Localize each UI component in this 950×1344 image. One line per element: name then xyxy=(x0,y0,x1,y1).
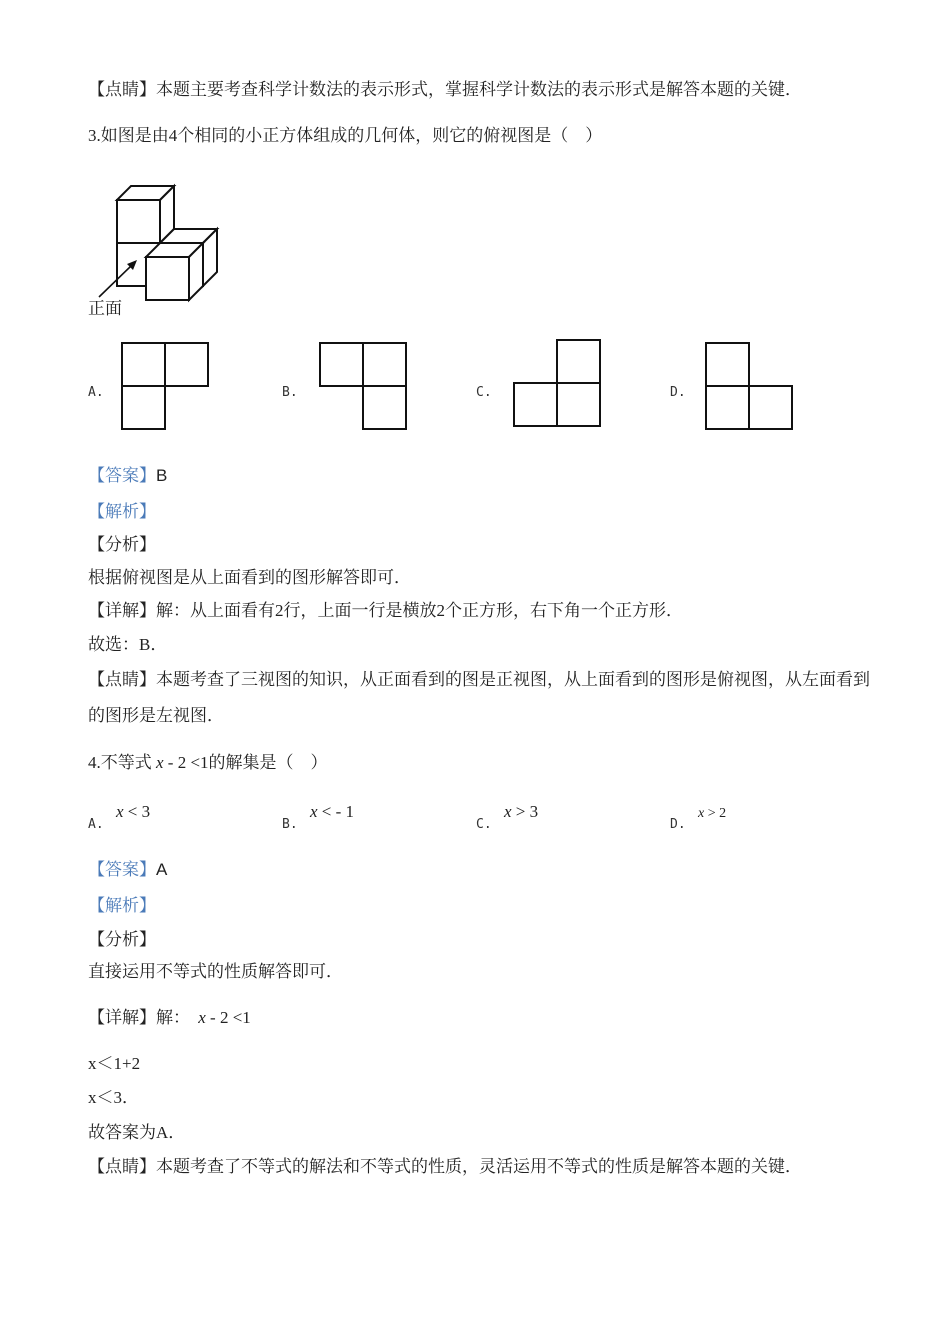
square xyxy=(749,386,792,429)
q4-option-c-expr xyxy=(504,802,538,822)
square xyxy=(706,343,749,386)
q4-option-a-expr xyxy=(116,802,150,822)
xiangjie-expression xyxy=(198,1008,251,1027)
q3-option-d-figure xyxy=(702,338,798,434)
expr-var: x xyxy=(698,806,705,821)
q3-option-b-figure xyxy=(316,338,412,434)
expr-var: x xyxy=(116,802,124,821)
cube-back-left-top-front xyxy=(117,200,160,243)
q4-xiangjie xyxy=(88,1008,251,1028)
note-text: 本题考查了三视图的知识，从正面看到的图是正视图，从上面看到的图形是俯视图，从左面看到 xyxy=(156,670,870,689)
q3-option-a-figure xyxy=(118,338,214,434)
expr-rel: < - 1 xyxy=(317,802,355,821)
q3-option-c-label: C. xyxy=(476,385,492,400)
square xyxy=(165,343,208,386)
note-label: 【点睛】 xyxy=(88,670,156,689)
square xyxy=(557,383,600,426)
note-label: 【点睛】 xyxy=(88,1157,156,1176)
q3-note-line2: 的图形是左视图． xyxy=(88,706,224,725)
q3-conclusion: 故选：B． xyxy=(88,635,168,654)
q4-stem xyxy=(88,753,328,773)
square xyxy=(514,383,557,426)
square xyxy=(557,340,600,383)
note-text: 本题考查了不等式的解法和不等式的性质，灵活运用不等式的性质是解答本题的关键． xyxy=(156,1157,802,1176)
note-text: 本题主要考查科学计数法的表示形式，掌握科学计数法的表示形式是解答本题的关键． xyxy=(156,80,802,99)
q3-option-a-label: A. xyxy=(88,385,104,400)
q4-fenxi-label: 【分析】 xyxy=(88,930,156,949)
expr-var: x xyxy=(504,802,512,821)
square xyxy=(706,386,749,429)
expr-var: x xyxy=(156,753,164,772)
q3-option-b-label: B. xyxy=(282,385,298,400)
q4-fenxi-text: 直接运用不等式的性质解答即可． xyxy=(88,962,343,981)
xiangjie-label: 【详解】 xyxy=(88,601,156,620)
expr-rel: > 3 xyxy=(511,802,539,821)
q3-fenxi-text: 根据俯视图是从上面看到的图形解答即可． xyxy=(88,568,411,587)
expr-var: x xyxy=(310,802,318,821)
q4-option-b-expr xyxy=(310,802,354,822)
q3-jiexi-label: 【解析】 xyxy=(88,502,156,521)
q3-xiangjie xyxy=(88,601,683,621)
q4-option-c-label: C. xyxy=(476,817,492,832)
q3-note-line1 xyxy=(88,670,870,690)
q4-step-2: x＜3． xyxy=(88,1088,139,1107)
q2-note xyxy=(88,80,802,100)
q4-answer xyxy=(88,860,167,880)
stem-prefix: 4.不等式 xyxy=(88,753,152,772)
square xyxy=(320,343,363,386)
q3-option-d-label: D. xyxy=(670,385,686,400)
q3-stem: 3.如图是由4个相同的小正方体组成的几何体，则它的俯视图是（ ） xyxy=(88,126,603,145)
note-label: 【点睛】 xyxy=(88,80,156,99)
square xyxy=(363,386,406,429)
square xyxy=(122,386,165,429)
answer-value: A xyxy=(156,860,168,879)
cube-figure xyxy=(80,175,230,310)
xiangjie-text: 解：从上面看有2行，上面一行是横放2个正方形，右下角一个正方形． xyxy=(156,601,683,620)
answer-value: B xyxy=(156,466,168,485)
q3-option-c-figure xyxy=(510,335,606,431)
cube-front-right-front xyxy=(146,257,189,300)
expr-rel: - 2 <1 xyxy=(205,1008,251,1027)
q4-jiexi-label: 【解析】 xyxy=(88,896,156,915)
square xyxy=(363,343,406,386)
q4-option-a-label: A. xyxy=(88,817,104,832)
q4-option-d-label: D. xyxy=(670,817,686,832)
front-label: 正面 xyxy=(88,299,122,318)
expr-rel: - 2 <1 xyxy=(163,753,209,772)
square xyxy=(122,343,165,386)
q4-option-b-label: B. xyxy=(282,817,298,832)
q3-answer xyxy=(88,466,167,486)
answer-label: 【答案】 xyxy=(88,466,156,485)
stem-suffix: 的解集是（ ） xyxy=(208,753,328,772)
answer-label: 【答案】 xyxy=(88,860,156,879)
stem-expression xyxy=(156,753,209,772)
xiangjie-prefix: 解： xyxy=(156,1008,190,1027)
q4-step-1: x＜1+2 xyxy=(88,1054,141,1073)
q3-fenxi-label: 【分析】 xyxy=(88,535,156,554)
q4-note xyxy=(88,1157,802,1177)
q4-conclusion: 故答案为A． xyxy=(88,1123,186,1142)
xiangjie-label: 【详解】 xyxy=(88,1008,156,1027)
q4-option-d-expr xyxy=(698,804,726,824)
expr-rel: < 3 xyxy=(123,802,151,821)
expr-var: x xyxy=(198,1008,206,1027)
expr-rel: > 2 xyxy=(704,806,727,821)
